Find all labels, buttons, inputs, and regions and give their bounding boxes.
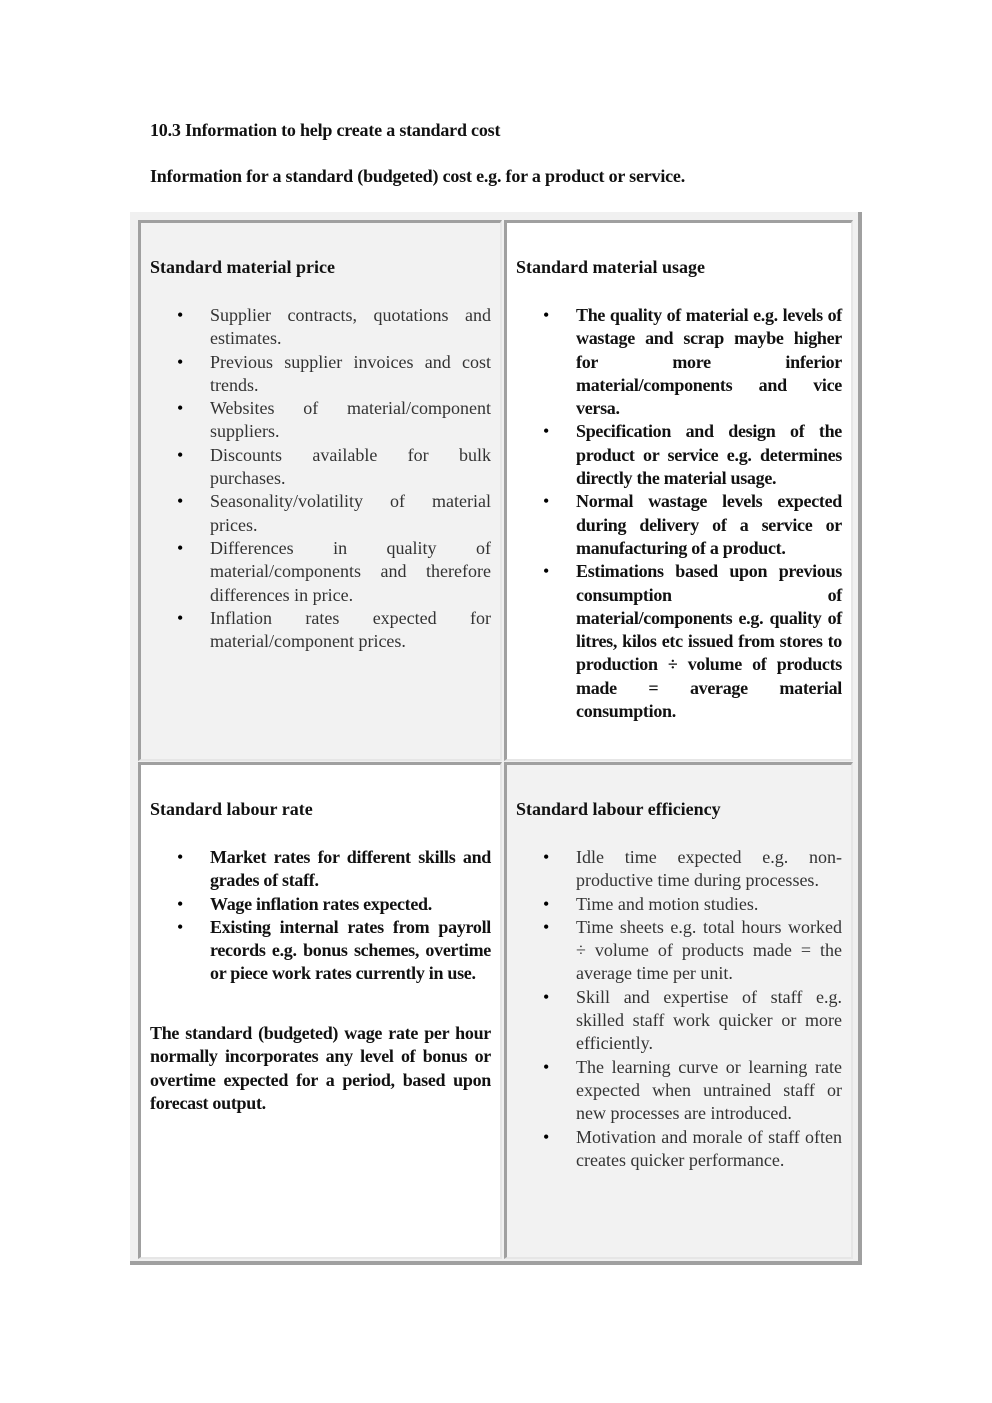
list-item xyxy=(543,986,842,1056)
labour-rate-list xyxy=(177,846,491,986)
list-item-text: Previous supplier invoices and cost trends. xyxy=(210,351,491,395)
list-item xyxy=(543,1056,842,1126)
list-item-text: Market rates for different skills and grades of staff. xyxy=(210,847,491,891)
list-item-text: The learning curve or learning rate expected when untrained staff or new processes are introduced. xyxy=(576,1056,842,1124)
list-item-text: Time and motion studies. xyxy=(576,893,759,914)
list-item-text: Seasonality/volatility of material prices. xyxy=(210,491,491,535)
bullet-icon: • xyxy=(543,305,550,325)
list-item-text: Existing internal rates from payroll records e.g. bonus schemes, overtime or piece work rates currently in use. xyxy=(210,916,491,984)
list-item xyxy=(177,537,491,607)
bullet-icon: • xyxy=(177,398,184,419)
labour-rate-note: The standard (budgeted) wage rate per hour normally incorporates any level of bonus or overtime expected for a period, based upon forecast output. xyxy=(150,1023,491,1113)
subheading: Information for a standard (budgeted) cost e.g. for a product or service. xyxy=(150,166,686,186)
list-item xyxy=(543,420,842,490)
bullet-icon: • xyxy=(543,893,550,914)
cell-title-labour-efficiency: Standard labour efficiency xyxy=(516,799,721,819)
bullet-icon: • xyxy=(177,893,184,914)
cell-title-material-usage: Standard material usage xyxy=(516,257,705,277)
bullet-icon: • xyxy=(543,491,550,512)
list-item xyxy=(177,607,491,654)
section-heading: 10.3 Information to help create a standard cost xyxy=(150,120,501,140)
list-item xyxy=(543,893,842,916)
bullet-icon: • xyxy=(177,305,184,325)
bullet-icon: • xyxy=(543,986,550,1007)
list-item xyxy=(177,893,491,916)
cell-material-price xyxy=(138,220,502,761)
list-item-text: Differences in quality of material/components and therefore differences in price. xyxy=(210,537,491,605)
bullet-icon: • xyxy=(543,561,550,582)
list-item xyxy=(543,916,842,986)
list-item xyxy=(543,1126,842,1173)
list-item xyxy=(177,916,491,986)
list-item-text: Wage inflation rates expected. xyxy=(210,893,432,914)
bullet-icon: • xyxy=(543,916,550,937)
labour-efficiency-list xyxy=(543,846,842,1172)
bullet-icon: • xyxy=(177,607,184,628)
bullet-icon: • xyxy=(177,444,184,465)
list-item-text: Normal wastage levels expected during delivery of a service or manufacturing of a product. xyxy=(576,491,842,558)
list-item-text: Skill and expertise of staff e.g. skilled staff work quicker or more efficiently. xyxy=(576,986,842,1054)
list-item xyxy=(543,560,842,723)
list-item xyxy=(543,490,842,560)
list-item-text: Specification and design of the product or service e.g. determines directly the material usage. xyxy=(576,421,842,489)
cell-material-usage xyxy=(504,220,853,761)
cell-labour-efficiency xyxy=(504,762,853,1259)
bullet-icon: • xyxy=(543,847,550,867)
list-item-text: Discounts available for bulk purchases. xyxy=(210,444,491,489)
list-item xyxy=(177,444,491,491)
list-item xyxy=(543,304,842,420)
list-item xyxy=(543,846,842,893)
cell-title-labour-rate: Standard labour rate xyxy=(150,799,313,819)
list-item-text: Inflation rates expected for material/component prices. xyxy=(210,607,491,652)
list-item xyxy=(177,351,491,398)
cell-labour-rate xyxy=(138,762,502,1259)
list-item-text: Idle time expected e.g. non-productive time during processes. xyxy=(576,847,842,891)
bullet-icon: • xyxy=(543,1126,550,1147)
bullet-icon: • xyxy=(177,537,184,558)
list-item xyxy=(177,490,491,537)
bullet-icon: • xyxy=(177,847,184,867)
bullet-icon: • xyxy=(543,1056,550,1077)
list-item xyxy=(177,304,491,351)
bullet-icon: • xyxy=(543,421,550,442)
list-item-text: The quality of material e.g. levels of wastage and scrap maybe higher for more inferior material/components and vice versa. xyxy=(576,305,842,419)
list-item xyxy=(177,846,491,893)
bullet-icon: • xyxy=(177,916,184,937)
list-item xyxy=(177,397,491,444)
list-item-text: Estimations based upon previous consumption of material/components e.g. quality of litres, kilos etc issued from stores to production ÷ volume of products made = average material consumption. xyxy=(576,561,842,722)
material-price-list xyxy=(177,304,491,653)
cell-title-material-price: Standard material price xyxy=(150,257,335,277)
list-item-text: Websites of material/component suppliers. xyxy=(210,398,491,442)
list-item-text: Time sheets e.g. total hours worked ÷ volume of products made = the average time per unit. xyxy=(576,916,842,984)
bullet-icon: • xyxy=(177,491,184,512)
list-item-text: Supplier contracts, quotations and estimates. xyxy=(210,305,491,349)
standard-cost-table xyxy=(130,212,862,1265)
list-item-text: Motivation and morale of staff often creates quicker performance. xyxy=(576,1126,842,1170)
bullet-icon: • xyxy=(177,351,184,372)
material-usage-list xyxy=(543,304,842,723)
